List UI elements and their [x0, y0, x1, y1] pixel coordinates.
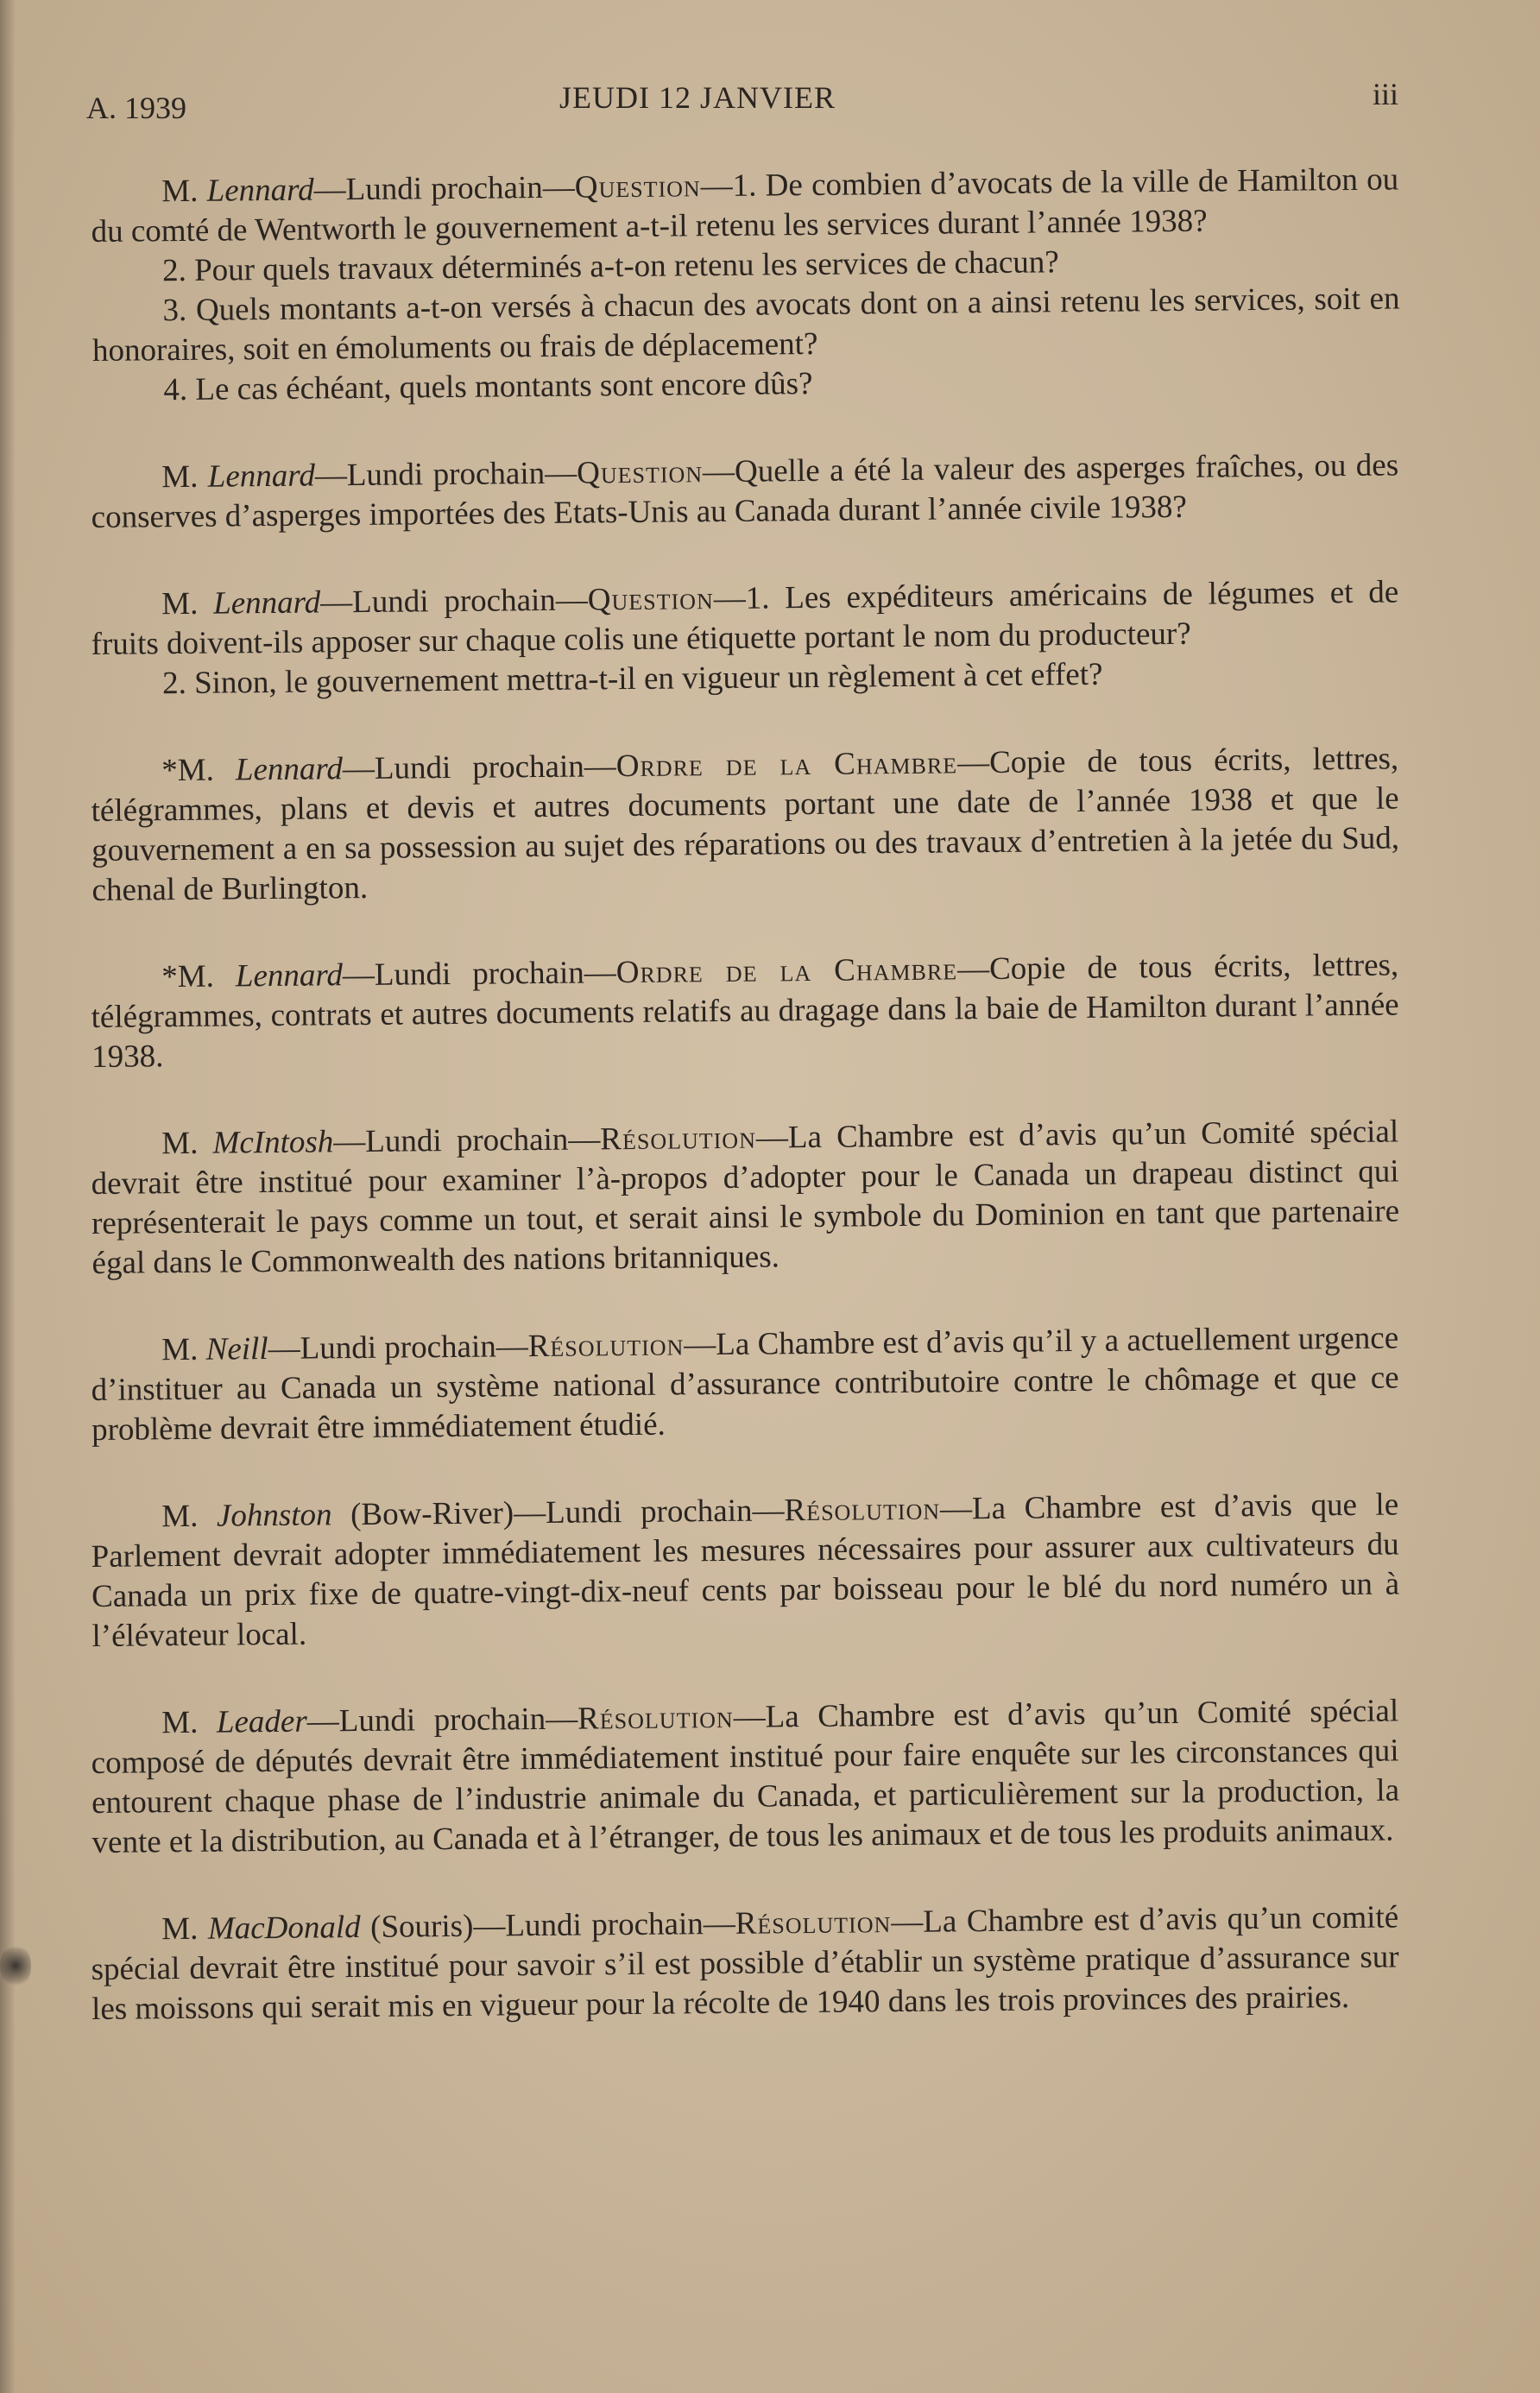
member-prefix: M. — [161, 585, 214, 622]
notice-text: —Quelle a été la valeur des asperges fraîches, ou des conserves d’asperges importées des Etats-Unis au Canada durant l’année civile 1938? — [91, 447, 1399, 535]
notice-entry — [91, 739, 1400, 911]
notice-entry — [91, 1691, 1400, 1863]
member-name: McIntosh — [212, 1124, 334, 1161]
member-prefix: M. — [161, 1331, 206, 1368]
notice-text: —La Chambre est d’avis qu’un Comité spécial composé de députés devrait être immédiatement institué pour faire enquête sur les circonstances qui entourent chaque phase de l’industrie animale du Canada, et particulièrement sur la production, la vente et la distribution, au Canada et à l’étranger, de tous les animaux et de tous les produits animaux. — [91, 1693, 1400, 1860]
notice-text: —La Chambre est d’avis qu’un Comité spécial devrait être institué pour examiner l’à-propos d’adopter pour le Canada un drapeau distinct qui représenterait le pays comme un tout, et serait ainsi le symbole du Dominion en tant que partenaire égal dans le Commonwealth des nations britanniques. — [91, 1114, 1400, 1281]
member-name: Lennard — [235, 957, 344, 994]
notice-kind: Ordre de la Chambre — [615, 745, 958, 785]
notice-kind: Question — [576, 454, 704, 491]
notice-lead — [91, 1112, 1400, 1284]
notice-timing: —Lundi prochain— — [342, 955, 616, 994]
notice-timing: —Lundi prochain— — [314, 455, 578, 494]
notice-subitem: 4. Le cas échéant, quels montants sont encore dûs? — [163, 365, 813, 408]
member-prefix: *M. — [161, 752, 237, 789]
member-name: Lennard — [212, 584, 321, 622]
member-name: Lennard — [207, 458, 316, 495]
notice-text: —La Chambre est d’avis qu’un comité spécial devrait être institué pour savoir s’il est possible d’établir un système pratique d’assurance sur les moissons qui serait mis en vigueur pour la récolte de 1940 dans les trois provinces des prairies. — [91, 1899, 1399, 2027]
page-edge-shadow — [0, 0, 16, 2393]
notice-kind: Question — [574, 168, 701, 205]
notice-timing: (Bow-River)—Lundi prochain— — [331, 1493, 785, 1533]
notice-lead — [91, 1318, 1399, 1450]
notice-timing: —Lundi prochain— — [313, 169, 575, 208]
notice-kind: Ordre de la Chambre — [615, 951, 958, 991]
member-prefix: M. — [161, 1498, 218, 1535]
member-prefix: M. — [161, 1910, 209, 1948]
notice-entry — [91, 445, 1399, 538]
member-name: Neill — [205, 1331, 268, 1367]
running-header — [86, 79, 1398, 131]
header-page-number: iii — [1372, 77, 1398, 111]
member-prefix: M. — [161, 1125, 213, 1162]
member-name: Johnston — [216, 1497, 332, 1534]
notice-kind: Résolution — [527, 1327, 685, 1365]
notice-kind: Question — [587, 581, 714, 618]
notice-kind: Résolution — [577, 1699, 734, 1737]
notice-timing: (Souris)—Lundi prochain— — [360, 1905, 735, 1945]
notice-kind: Résolution — [784, 1491, 941, 1529]
notice-entry — [91, 945, 1399, 1077]
member-name: Lennard — [206, 172, 314, 209]
notice-kind: Résolution — [735, 1904, 892, 1942]
notice-subitem: 3. Quels montants a-t-on versés à chacun des avocats dont on a ainsi retenu les services, soit en honoraires, soit en émoluments ou frais de déplacement? — [92, 281, 1400, 369]
member-prefix: M. — [161, 1704, 218, 1741]
notice-text: —1. De combien d’avocats de la ville de Hamilton ou du comté de Wentworth le gouvernement a-t-il retenu les services durant l’année 1938? — [91, 161, 1399, 249]
notice-lead — [91, 572, 1399, 665]
notice-text: —1. Les expéditeurs américains de légumes et de fruits doivent-ils apposer sur chaque colis une étiquette portant le nom du producteur? — [91, 574, 1399, 662]
header-year: A. 1939 — [86, 91, 186, 125]
member-name: MacDonald — [207, 1910, 361, 1947]
notice-entry — [91, 160, 1401, 411]
notice-timing: —Lundi prochain— — [333, 1121, 601, 1160]
notice-entry — [91, 1485, 1400, 1657]
notice-lead — [91, 1897, 1399, 2030]
notice-lead — [91, 945, 1399, 1077]
notice-list — [91, 161, 1400, 2077]
notice-timing: —Lundi prochain— — [306, 1701, 578, 1740]
notice-kind: Résolution — [600, 1120, 757, 1158]
member-name: Lennard — [235, 751, 344, 788]
notice-text: —La Chambre est d’avis qu’il y a actuellement urgence d’instituer au Canada un système national d’assurance contributoire contre le chômage et que ce problème devrait être immédiatement étudié. — [91, 1320, 1399, 1448]
member-prefix: M. — [161, 173, 207, 210]
notice-lead — [91, 1691, 1400, 1863]
notice-timing: —Lundi prochain— — [268, 1329, 528, 1367]
notice-lead — [91, 739, 1400, 911]
notice-subitem: 2. Sinon, le gouvernement mettra-t-il en vigueur un règlement à cet effet? — [161, 656, 1103, 702]
member-prefix: *M. — [161, 958, 237, 995]
notice-timing: —Lundi prochain— — [342, 748, 616, 787]
notice-lead — [91, 1485, 1400, 1657]
notice-lead — [91, 445, 1399, 538]
notice-entry — [91, 572, 1399, 704]
member-prefix: M. — [161, 458, 209, 496]
header-date: JEUDI 12 JANVIER — [559, 80, 836, 115]
notice-lead — [91, 160, 1399, 252]
ink-smudge — [0, 1942, 31, 1989]
notice-subitem: 2. Pour quels travaux déterminés a-t-on retenu les services de chacun? — [161, 244, 1059, 289]
notice-text: —Copie de tous écrits, lettres, télégrammes, contrats et autres documents relatifs au dragage dans la baie de Hamilton durant l’année 1938. — [91, 947, 1399, 1075]
notice-text: —Copie de tous écrits, lettres, télégrammes, plans et devis et autres documents portant une date de l’année 1938 et que le gouvernement a en sa possession au sujet des réparations ou des travaux d’entretien à la jetée du Sud, chenal de Burlington. — [91, 741, 1400, 908]
notice-entry — [91, 1318, 1399, 1450]
notice-entry — [91, 1112, 1400, 1284]
notice-text: —La Chambre est d’avis que le Parlement devrait adopter immédiatement les mesures nécessaires pour assurer aux cultivateurs du Canada un prix fixe de quatre-vingt-dix-neuf cents par boisseau pour le blé du nord numéro un à l’élévateur local. — [91, 1487, 1400, 1654]
notice-timing: —Lundi prochain— — [319, 582, 589, 621]
member-name: Leader — [216, 1703, 307, 1740]
notice-entry — [91, 1897, 1399, 2030]
